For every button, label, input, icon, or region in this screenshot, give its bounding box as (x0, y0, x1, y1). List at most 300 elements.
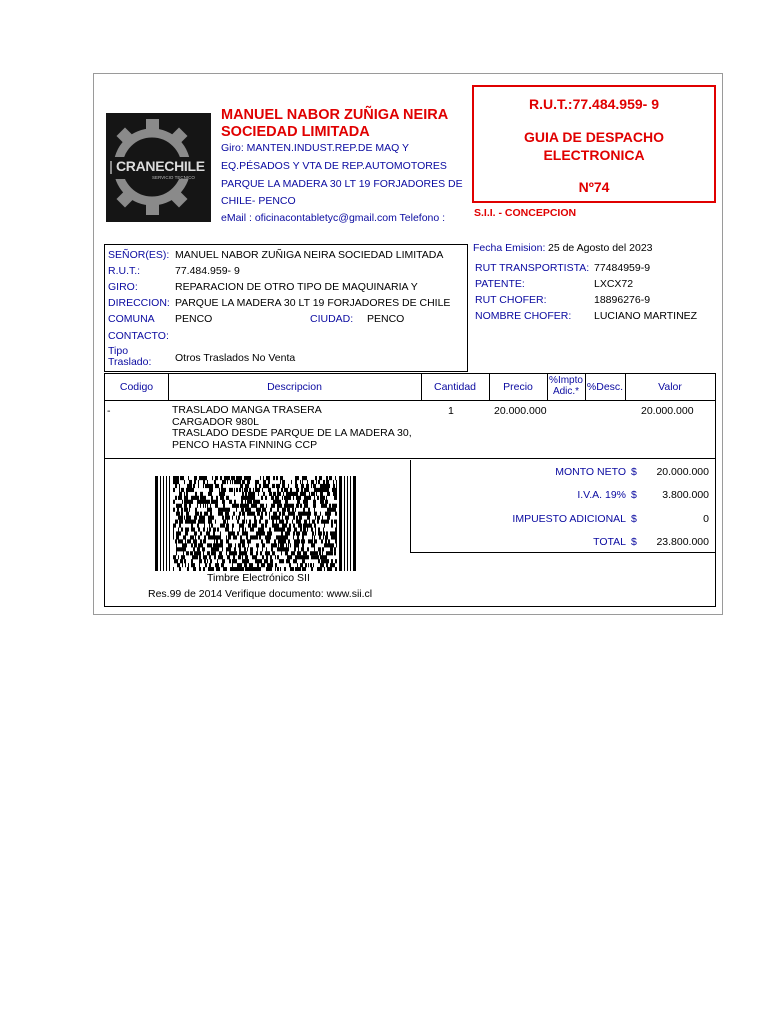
barcode-module (222, 524, 223, 528)
barcode-module (266, 539, 267, 543)
barcode-module (181, 520, 183, 524)
barcode-module (246, 551, 247, 555)
barcode-module (253, 488, 254, 492)
barcode-module (263, 563, 265, 567)
barcode-module (317, 488, 318, 492)
barcode-module (173, 555, 176, 559)
barcode-module (316, 555, 319, 559)
barcode-module (278, 539, 279, 543)
barcode-module (303, 524, 305, 528)
barcode-module (218, 567, 220, 571)
barcode-module (323, 484, 326, 488)
barcode-module (330, 476, 332, 480)
barcode-module (280, 476, 283, 480)
barcode-module (202, 547, 203, 551)
barcode-module (249, 488, 251, 492)
barcode-module (215, 543, 217, 547)
barcode-module (232, 516, 233, 520)
barcode-module (197, 500, 199, 504)
barcode-module (244, 488, 246, 492)
barcode-module (311, 555, 312, 559)
barcode-module (276, 516, 278, 520)
barcode-module (204, 476, 206, 480)
barcode-module (261, 524, 264, 528)
barcode-module (270, 527, 271, 531)
barcode-module (301, 547, 302, 551)
barcode-module (279, 539, 280, 543)
barcode-module (306, 496, 307, 500)
barcode-module (204, 547, 205, 551)
barcode-module (321, 520, 324, 524)
barcode-module (210, 508, 211, 512)
barcode-module (207, 480, 208, 484)
barcode-module (287, 500, 288, 504)
barcode-module (242, 543, 244, 547)
barcode-module (186, 492, 188, 496)
barcode-module (194, 563, 195, 567)
barcode-module (310, 524, 312, 528)
barcode-module (294, 492, 296, 496)
barcode-guard-bar (350, 476, 351, 571)
row-desc-line4: PENCO HASTA FINNING CCP (172, 438, 318, 451)
barcode-module (198, 547, 200, 551)
barcode-module (297, 535, 299, 539)
barcode-module (192, 488, 193, 492)
barcode-module (244, 539, 245, 543)
barcode-module (222, 508, 223, 512)
barcode-module (325, 512, 326, 516)
barcode-module (331, 520, 332, 524)
barcode-module (305, 504, 308, 508)
barcode-module (336, 524, 337, 528)
barcode-module (287, 504, 288, 508)
rut-chofer-label: RUT CHOFER: (475, 294, 547, 306)
barcode-module (203, 480, 205, 484)
barcode-module (248, 524, 250, 528)
barcode-module (307, 524, 308, 528)
barcode-module (208, 520, 211, 524)
barcode-module (208, 535, 211, 539)
barcode-module (308, 524, 310, 528)
barcode-module (189, 500, 191, 504)
barcode-module (335, 476, 336, 480)
barcode-module (246, 563, 247, 567)
barcode-module (281, 551, 282, 555)
barcode-module (295, 484, 297, 488)
barcode-module (308, 539, 310, 543)
barcode-module (296, 488, 298, 492)
barcode-module (215, 535, 216, 539)
barcode-module (199, 563, 200, 567)
barcode-module (279, 559, 281, 563)
barcode-module (333, 563, 335, 567)
barcode-module (240, 555, 241, 559)
barcode-module (236, 516, 237, 520)
barcode-module (285, 504, 287, 508)
barcode-module (254, 512, 255, 516)
barcode-module (230, 567, 232, 571)
barcode-module (316, 539, 317, 543)
header-impto-line1: %Impto (549, 375, 583, 386)
barcode-module (198, 527, 200, 531)
barcode-module (195, 508, 196, 512)
barcode-module (206, 476, 207, 480)
barcode-module (286, 488, 288, 492)
barcode-module (222, 547, 223, 551)
barcode-module (229, 488, 231, 492)
barcode-module (221, 484, 223, 488)
barcode-module (222, 516, 224, 520)
senores-value: MANUEL NABOR ZUÑIGA NEIRA SOCIEDAD LIMITADA (175, 249, 444, 261)
barcode-module (282, 524, 283, 528)
barcode-module (211, 484, 213, 488)
barcode-module (229, 551, 230, 555)
barcode-module (226, 496, 229, 500)
barcode-module (206, 500, 207, 504)
barcode-module (288, 539, 289, 543)
barcode-module (262, 531, 263, 535)
barcode-module (236, 480, 239, 484)
barcode-module (215, 551, 216, 555)
barcode-module (211, 551, 213, 555)
barcode-module (191, 520, 193, 524)
barcode-module (173, 476, 174, 480)
barcode-module (220, 496, 222, 500)
barcode-module (196, 508, 197, 512)
barcode-module (294, 539, 296, 543)
barcode-module (265, 512, 267, 516)
barcode-module (316, 551, 318, 555)
barcode-module (326, 559, 329, 563)
barcode-module (332, 488, 333, 492)
barcode-module (214, 555, 216, 559)
barcode-module (302, 531, 305, 535)
barcode-module (284, 508, 286, 512)
barcode-module (292, 508, 294, 512)
barcode-module (290, 543, 291, 547)
barcode-module (209, 555, 210, 559)
barcode-module (335, 539, 336, 543)
barcode-module (248, 492, 250, 496)
barcode-module (334, 484, 335, 488)
barcode-module (283, 512, 285, 516)
barcode-module (285, 496, 286, 500)
barcode-module (188, 500, 189, 504)
barcode-module (244, 516, 245, 520)
barcode-module (308, 496, 311, 500)
barcode-module (322, 559, 324, 563)
barcode-module (292, 520, 293, 524)
header-impto (547, 375, 585, 397)
currency-symbol: $ (631, 489, 637, 501)
barcode-module (297, 551, 300, 555)
barcode-module (234, 480, 236, 484)
pdf417-barcode (155, 476, 357, 571)
barcode-module (313, 563, 314, 567)
barcode-module (186, 531, 188, 535)
barcode-module (259, 508, 260, 512)
barcode-module (184, 504, 187, 508)
barcode-module (281, 531, 283, 535)
barcode-module (335, 504, 336, 508)
barcode-module (291, 551, 293, 555)
barcode-module (263, 492, 265, 496)
barcode-module (276, 535, 277, 539)
barcode-module (178, 547, 181, 551)
barcode-module (247, 559, 249, 563)
barcode-module (257, 512, 259, 516)
barcode-module (240, 543, 241, 547)
company-address-line2: CHILE- PENCO (221, 195, 296, 207)
barcode-module (203, 539, 204, 543)
barcode-module (204, 500, 206, 504)
barcode-module (242, 520, 244, 524)
barcode-module (226, 476, 229, 480)
barcode-module (244, 551, 246, 555)
barcode-module (288, 531, 290, 535)
barcode-module (303, 527, 306, 531)
tipo-label-line2: Traslado: (108, 356, 152, 368)
barcode-module (284, 484, 285, 488)
barcode-module (306, 476, 307, 480)
barcode-module (194, 531, 196, 535)
barcode-module (301, 492, 303, 496)
barcode-module (211, 520, 212, 524)
barcode-module (181, 476, 182, 480)
barcode-module (178, 539, 180, 543)
barcode-module (247, 480, 248, 484)
barcode-module (271, 516, 273, 520)
company-name (221, 107, 471, 141)
barcode-module (184, 508, 185, 512)
barcode-module (222, 559, 224, 563)
barcode-module (334, 520, 337, 524)
barcode-module (218, 535, 219, 539)
rut-chofer-value: 18896276-9 (594, 294, 651, 306)
barcode-module (287, 531, 288, 535)
barcode-module (176, 480, 178, 484)
barcode-module (298, 524, 299, 528)
barcode-module (216, 484, 218, 488)
barcode-module (228, 516, 229, 520)
barcode-module (185, 547, 186, 551)
barcode-module (209, 500, 210, 504)
barcode-module (250, 496, 252, 500)
barcode-module (323, 496, 325, 500)
barcode-module (322, 551, 323, 555)
barcode-module (201, 520, 202, 524)
barcode-module (225, 520, 226, 524)
row-desc-line3: TRASLADO DESDE PARQUE DE LA MADERA 30, (172, 427, 412, 439)
barcode-module (207, 559, 208, 563)
barcode-module (179, 488, 180, 492)
barcode-module (207, 551, 209, 555)
barcode-module (298, 539, 300, 543)
barcode-module (233, 476, 235, 480)
barcode-module (187, 484, 190, 488)
barcode-module (257, 563, 259, 567)
barcode-module (315, 516, 316, 520)
barcode-module (275, 527, 277, 531)
barcode-module (244, 520, 245, 524)
barcode-module (176, 520, 178, 524)
barcode-module (288, 484, 289, 488)
barcode-module (190, 484, 192, 488)
barcode-module (320, 484, 323, 488)
barcode-module (287, 547, 289, 551)
barcode-module (257, 547, 258, 551)
barcode-module (304, 520, 306, 524)
totals-box (410, 460, 715, 553)
barcode-module (293, 512, 294, 516)
header-codigo: Codigo (119, 381, 154, 393)
barcode-module (209, 488, 211, 492)
barcode-module (242, 488, 243, 492)
barcode-module (198, 551, 199, 555)
barcode-module (190, 488, 191, 492)
barcode-module (250, 551, 251, 555)
barcode-module (322, 547, 323, 551)
barcode-module (213, 567, 214, 571)
barcode-module (297, 555, 298, 559)
iva-label: I.V.A. 19% (577, 489, 626, 501)
barcode-module (322, 504, 325, 508)
barcode-module (206, 555, 207, 559)
barcode-module (181, 508, 183, 512)
barcode-module (325, 539, 327, 543)
barcode-module (314, 488, 316, 492)
barcode-module (214, 539, 215, 543)
barcode-module (318, 531, 320, 535)
barcode-module (207, 531, 208, 535)
barcode-module (207, 500, 209, 504)
barcode-module (273, 492, 276, 496)
barcode-module (181, 512, 183, 516)
barcode-module (228, 508, 230, 512)
barcode-module (254, 567, 256, 571)
barcode-module (271, 543, 273, 547)
barcode-module (242, 555, 243, 559)
barcode-module (323, 488, 325, 492)
barcode-module (197, 547, 198, 551)
barcode-module (173, 508, 175, 512)
barcode-module (243, 496, 244, 500)
barcode-module (256, 535, 258, 539)
barcode-module (293, 524, 295, 528)
barcode-module (304, 555, 306, 559)
barcode-module (317, 496, 319, 500)
barcode-module (335, 527, 337, 531)
barcode-module (247, 555, 248, 559)
barcode-module (210, 512, 212, 516)
barcode-module (244, 476, 247, 480)
barcode-module (299, 520, 301, 524)
barcode-module (204, 496, 206, 500)
barcode-module (326, 480, 329, 484)
barcode-module (317, 567, 319, 571)
barcode-module (213, 527, 215, 531)
barcode-module (301, 563, 303, 567)
barcode-module (288, 559, 290, 563)
barcode-module (287, 508, 290, 512)
barcode-module (305, 563, 307, 567)
barcode-module (237, 504, 239, 508)
barcode-module (223, 492, 224, 496)
barcode-module (183, 535, 185, 539)
barcode-module (224, 559, 225, 563)
barcode-module (303, 512, 306, 516)
barcode-module (277, 527, 279, 531)
timbre-res: Res.99 de 2014 Verifique documento: www.sii.cl (148, 588, 373, 600)
barcode-module (335, 508, 336, 512)
barcode-module (258, 492, 259, 496)
barcode-module (332, 520, 333, 524)
barcode-module (320, 500, 322, 504)
barcode-module (184, 496, 185, 500)
barcode-module (180, 492, 181, 496)
barcode-module (246, 567, 249, 571)
fecha-label: Fecha Emision: (473, 242, 546, 254)
barcode-module (252, 492, 255, 496)
barcode-module (232, 527, 233, 531)
barcode-module (203, 527, 204, 531)
barcode-module (230, 480, 231, 484)
barcode-module (178, 496, 179, 500)
barcode-module (199, 559, 200, 563)
barcode-module (282, 480, 285, 484)
comuna-label: COMUNA (108, 313, 155, 325)
barcode-module (302, 488, 303, 492)
barcode-module (262, 508, 264, 512)
barcode-module (208, 567, 210, 571)
barcode-module (255, 500, 258, 504)
barcode-module (216, 563, 219, 567)
barcode-module (223, 500, 225, 504)
barcode-module (178, 516, 181, 520)
barcode-module (215, 547, 217, 551)
barcode-module (288, 512, 290, 516)
barcode-module (332, 547, 333, 551)
barcode-module (245, 508, 247, 512)
barcode-module (304, 559, 305, 563)
barcode-module (185, 535, 186, 539)
barcode-module (196, 531, 197, 535)
barcode-module (272, 551, 274, 555)
barcode-module (220, 476, 222, 480)
barcode-module (313, 531, 314, 535)
barcode-module (297, 504, 299, 508)
barcode-module (198, 535, 200, 539)
barcode-module (220, 508, 222, 512)
barcode-module (258, 531, 259, 535)
barcode-module (198, 512, 199, 516)
barcode-module (264, 480, 266, 484)
barcode-module (305, 531, 307, 535)
barcode-module (244, 563, 246, 567)
comuna-value: PENCO (175, 313, 213, 325)
barcode-module (277, 508, 279, 512)
barcode-module (197, 524, 198, 528)
barcode-module (211, 500, 213, 504)
barcode-module (219, 555, 221, 559)
barcode-module (279, 520, 280, 524)
barcode-module (208, 531, 210, 535)
barcode-module (266, 567, 268, 571)
barcode-module (220, 539, 221, 543)
barcode-module (182, 500, 183, 504)
barcode-module (274, 539, 276, 543)
barcode-module (303, 508, 305, 512)
